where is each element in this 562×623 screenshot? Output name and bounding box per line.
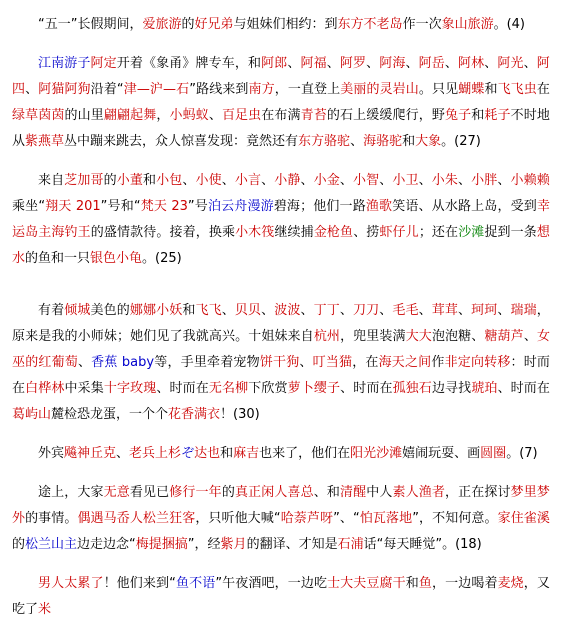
- text-segment: 瑞瑞: [510, 303, 537, 318]
- text-segment: 继续捕: [274, 225, 314, 240]
- text-segment: 江南游子: [38, 56, 91, 71]
- text-segment: 十字玫瑰: [103, 381, 157, 396]
- text-segment: 东方骆驼: [298, 134, 351, 149]
- text-segment: 金枪鱼: [313, 225, 354, 240]
- text-segment: 小静: [274, 173, 301, 188]
- text-segment: 梦里梦外: [12, 485, 550, 526]
- text-segment: 南方: [248, 82, 275, 97]
- text-segment: 、: [326, 56, 340, 71]
- paragraph-6: [12, 480, 550, 558]
- text-segment: 、捞: [353, 225, 380, 240]
- text-segment: ，在: [352, 355, 379, 370]
- text-segment: 小胖: [471, 173, 498, 188]
- text-segment: 阿狗: [64, 82, 91, 97]
- text-segment: 美色的: [90, 303, 130, 318]
- text-segment: 边寻找: [431, 381, 472, 396]
- text-segment: 虾仔儿: [379, 225, 419, 240]
- text-segment: ”，不知何意。: [412, 511, 498, 526]
- text-segment: 女巫的红葡萄: [12, 329, 550, 370]
- text-segment: 爱旅游: [142, 17, 182, 32]
- text-segment: 阿光: [497, 56, 524, 71]
- text-segment: 阿猫: [38, 82, 65, 97]
- text-segment: ”、“: [333, 511, 360, 526]
- text-segment: 小金: [313, 173, 340, 188]
- text-segment: 、: [339, 173, 353, 188]
- text-segment: 与姐妹们相约：到: [233, 17, 338, 32]
- text-segment: 阿定: [90, 56, 117, 71]
- paragraph-2: [12, 51, 550, 155]
- text-segment: 下欣赏: [248, 381, 288, 396]
- text-segment: 、: [405, 56, 419, 71]
- text-segment: 琥珀: [471, 381, 498, 396]
- text-segment: 话“每天睡觉”。(18): [363, 537, 482, 552]
- text-segment: 飞飞: [195, 303, 222, 318]
- text-segment: 的: [103, 173, 117, 188]
- text-segment: 、: [261, 303, 275, 318]
- text-segment: 茸茸: [431, 303, 458, 318]
- text-segment: 贝贝: [234, 303, 262, 318]
- text-segment: 、: [116, 446, 130, 461]
- text-segment: 作一次: [402, 17, 442, 32]
- text-segment: 翔天 201: [45, 199, 101, 214]
- text-segment: 、: [379, 303, 393, 318]
- text-segment: ，又吃了: [12, 576, 550, 617]
- text-segment: ，一边喝着: [432, 576, 498, 591]
- text-segment: 、: [418, 173, 432, 188]
- text-segment: 的鱼和一只: [25, 251, 91, 266]
- text-segment: 和: [471, 108, 485, 123]
- text-segment: 兔子: [444, 108, 472, 123]
- text-segment: 花香满衣: [168, 407, 221, 422]
- text-segment: 刀刀: [353, 303, 380, 318]
- text-segment: 渔歌: [365, 199, 393, 214]
- text-segment: 美丽的灵岩山: [340, 82, 419, 97]
- text-segment: 杭州: [313, 329, 341, 344]
- text-segment: 家住雀溪: [497, 511, 550, 526]
- text-segment: 、: [299, 355, 313, 370]
- text-segment: 途上，大家: [38, 485, 104, 500]
- text-segment: 象山旅游: [441, 17, 494, 32]
- text-segment: 小包: [156, 173, 183, 188]
- text-segment: 、: [350, 134, 364, 149]
- text-segment: 东方不老岛: [337, 17, 403, 32]
- text-segment: 阿罗: [339, 56, 367, 71]
- text-segment: 津—沪—石: [123, 82, 190, 97]
- text-segment: 沿着“: [90, 82, 124, 97]
- text-segment: 男人太累了: [38, 576, 104, 591]
- text-segment: 的事情。: [25, 511, 78, 526]
- text-segment: 士大夫豆腐干: [327, 576, 406, 591]
- text-segment: 中采集: [64, 381, 104, 396]
- text-segment: 青苔: [300, 108, 327, 123]
- text-segment: 、: [366, 56, 380, 71]
- text-segment: 、: [287, 56, 301, 71]
- text-segment: 萝卜缨子: [287, 381, 341, 396]
- text-segment: 阿岳: [418, 56, 445, 71]
- paragraph-3: [12, 168, 550, 272]
- text-segment: ！他们来到“: [103, 576, 176, 591]
- text-segment: 紫燕草: [25, 134, 65, 149]
- text-segment: 。(7): [506, 446, 538, 461]
- text-segment: 、: [339, 303, 353, 318]
- text-segment: 无意: [103, 485, 130, 500]
- text-segment: 、: [458, 173, 472, 188]
- text-segment: 娜娜小妖: [129, 303, 183, 318]
- text-segment: 白桦林: [25, 381, 65, 396]
- text-segment: ”，经: [187, 537, 221, 552]
- text-segment: 蝴蝶: [458, 82, 485, 97]
- text-segment: 麓检恐龙蛋，一个个: [51, 407, 169, 422]
- text-segment: 真正闲人喜总: [234, 485, 314, 500]
- text-segment: 叮当猫: [312, 355, 353, 370]
- text-segment: 清醒: [339, 485, 367, 500]
- text-segment: 、: [523, 329, 537, 344]
- text-segment: 老兵上杉: [129, 446, 182, 461]
- text-segment: 和: [182, 303, 196, 318]
- text-segment: ，原来是我的小师妹；她们见了我就高兴。十姐妹来自: [12, 303, 550, 344]
- text-segment: 海骆驼: [363, 134, 403, 149]
- text-segment: 等，手里牵着宠物: [154, 355, 260, 370]
- text-segment: 幸运岛主海钓王: [12, 199, 550, 240]
- text-segment: 外宾: [38, 446, 65, 461]
- paragraph-4: [12, 298, 550, 428]
- text-segment: 、: [523, 56, 537, 71]
- text-segment: 大大: [405, 329, 432, 344]
- text-segment: 。只见: [418, 82, 459, 97]
- text-segment: 紫月: [220, 537, 247, 552]
- text-segment: 大象: [415, 134, 442, 149]
- text-segment: 非定向转移: [444, 355, 511, 370]
- text-segment: 的: [221, 485, 235, 500]
- text-segment: 。(25): [142, 251, 182, 266]
- text-segment: 绿草茵茵: [12, 108, 65, 123]
- text-segment: 丁丁: [313, 303, 340, 318]
- text-segment: 香蕉 baby: [91, 355, 155, 370]
- text-segment: 、: [25, 82, 39, 97]
- text-segment: 石浦: [337, 537, 364, 552]
- text-segment: 、: [300, 303, 314, 318]
- text-segment: 、时而在: [497, 381, 550, 396]
- paragraph-1: [12, 12, 550, 38]
- text-segment: 碧海；他们一路: [273, 199, 366, 214]
- text-segment: 和: [405, 576, 419, 591]
- text-segment: 飚神丘克: [64, 446, 117, 461]
- text-segment: ，兜里装满: [340, 329, 406, 344]
- text-segment: 阿海: [379, 56, 406, 71]
- text-segment: 素人渔者: [392, 485, 446, 500]
- text-segment: 米: [38, 602, 52, 617]
- text-segment: 海天之间: [378, 355, 432, 370]
- text-segment: 嬉闹玩耍、画: [402, 446, 481, 461]
- text-segment: 小木筏: [235, 225, 275, 240]
- text-segment: 的石上缓缓爬行，野: [326, 108, 445, 123]
- text-segment: 、: [208, 108, 222, 123]
- text-segment: 开着《象甬》牌专车，和: [116, 56, 262, 71]
- text-segment: 和: [143, 173, 157, 188]
- text-segment: 看见已: [129, 485, 170, 500]
- text-segment: 修行一年: [169, 485, 222, 500]
- text-segment: 哈萘芦呀: [280, 511, 334, 526]
- text-segment: 和: [220, 446, 234, 461]
- text-segment: 圆圈: [480, 446, 507, 461]
- text-segment: 的翻译、才知是: [246, 537, 338, 552]
- text-segment: 边走边念“: [77, 537, 136, 552]
- text-segment: 中人: [366, 485, 393, 500]
- paragraph-5: [12, 441, 550, 467]
- text-segment: 、时而在: [156, 381, 209, 396]
- text-segment: 也来了，他们在: [259, 446, 351, 461]
- text-segment: 珂珂: [471, 303, 498, 318]
- text-segment: 小赖赖: [510, 173, 550, 188]
- text-segment: ；还在: [418, 225, 459, 240]
- text-segment: 、: [182, 173, 196, 188]
- text-segment: 芝加哥: [64, 173, 104, 188]
- text-segment: 、: [221, 173, 235, 188]
- text-segment: 倾城: [64, 303, 91, 318]
- text-segment: 、和: [313, 485, 340, 500]
- text-segment: 想水: [12, 225, 550, 266]
- text-segment: 、: [221, 303, 235, 318]
- text-segment: 、: [261, 173, 275, 188]
- text-segment: ぞ: [181, 446, 195, 461]
- text-segment: 偶遇马岙人松兰狂客: [77, 511, 196, 526]
- text-segment: 小董: [116, 173, 143, 188]
- text-segment: 毛毛: [392, 303, 419, 318]
- text-segment: ”路线来到: [189, 82, 249, 97]
- text-segment: 梅提捆搞: [135, 537, 188, 552]
- text-segment: ”号和“: [100, 199, 141, 214]
- text-segment: 乘坐“: [12, 199, 46, 214]
- text-segment: 阿福: [300, 56, 327, 71]
- text-segment: 小使: [195, 173, 222, 188]
- text-segment: 阿林: [458, 56, 485, 71]
- text-segment: 、时而在: [340, 381, 393, 396]
- text-segment: 和: [484, 82, 498, 97]
- text-segment: 梵天 23: [140, 199, 188, 214]
- text-segment: 糖葫芦: [484, 329, 524, 344]
- paragraph-7: [12, 571, 550, 623]
- text-segment: 小卫: [392, 173, 419, 188]
- text-segment: 松兰山主: [25, 537, 78, 552]
- text-segment: ”午夜酒吧，一边吃: [215, 576, 328, 591]
- text-segment: 麻吉: [233, 446, 260, 461]
- text-segment: 百足虫: [221, 108, 262, 123]
- text-segment: 捉到一条: [484, 225, 537, 240]
- text-segment: 孤独石: [392, 381, 432, 396]
- text-segment: 、: [77, 355, 92, 370]
- text-segment: 无名柳: [208, 381, 249, 396]
- text-segment: 怕瓦落地: [359, 511, 413, 526]
- text-segment: 翩翩起舞: [103, 108, 157, 123]
- text-segment: 来自: [38, 173, 65, 188]
- text-segment: 葛屿山: [12, 407, 52, 422]
- text-segment: 有着: [38, 303, 65, 318]
- text-segment: ！(30): [220, 407, 260, 422]
- text-segment: “五一”长假期间，: [38, 17, 143, 32]
- text-segment: 丛中蹦来跳去，众人惊喜发现：竟然还有: [64, 134, 299, 149]
- text-segment: ，只听他大喊“: [195, 511, 281, 526]
- text-segment: 的山里: [64, 108, 104, 123]
- text-segment: 阿郎: [261, 56, 288, 71]
- text-segment: ，正在探讨: [445, 485, 511, 500]
- text-segment: 、: [497, 303, 511, 318]
- text-segment: 、: [484, 56, 498, 71]
- text-segment: 。(4): [493, 17, 526, 32]
- text-segment: 鱼: [418, 576, 432, 591]
- text-segment: 的: [181, 17, 195, 32]
- text-segment: 、: [300, 173, 314, 188]
- text-segment: 小言: [234, 173, 262, 188]
- text-segment: 笑语、从水路上岛，受到: [392, 199, 537, 214]
- text-segment: 耗子: [484, 108, 511, 123]
- text-segment: 作: [431, 355, 445, 370]
- text-segment: 飞飞虫: [497, 82, 537, 97]
- text-segment: 、: [497, 173, 511, 188]
- text-segment: 、: [379, 173, 393, 188]
- text-segment: 达也: [194, 446, 221, 461]
- text-segment: 阿四: [12, 56, 550, 97]
- text-segment: 小蚂蚁: [169, 108, 209, 123]
- text-segment: 鱼不语: [175, 576, 216, 591]
- text-segment: 的盛情款待。接着，换乘: [90, 225, 236, 240]
- text-segment: 的: [12, 537, 26, 552]
- text-segment: 麦烧: [497, 576, 524, 591]
- text-segment: 阳光沙滩: [350, 446, 403, 461]
- text-segment: 泡泡糖、: [431, 329, 485, 344]
- text-segment: ”号: [187, 199, 208, 214]
- text-segment: 不时地从: [12, 108, 550, 149]
- text-segment: 在布满: [261, 108, 301, 123]
- text-segment: 银色小龟: [90, 251, 143, 266]
- text-segment: 、: [458, 303, 472, 318]
- text-segment: 和: [402, 134, 416, 149]
- text-segment: 波波: [274, 303, 301, 318]
- text-segment: 小智: [353, 173, 380, 188]
- text-segment: 好兄弟: [194, 17, 234, 32]
- text-segment: ，一直登上: [274, 82, 341, 97]
- text-segment: 、: [418, 303, 432, 318]
- text-segment: 在: [536, 82, 550, 97]
- text-segment: 。(27): [441, 134, 481, 149]
- text-segment: 饼干狗: [259, 355, 300, 370]
- text-segment: 泊云舟漫游: [207, 199, 274, 214]
- text-segment: 小朱: [431, 173, 458, 188]
- text-segment: ：时而在: [12, 355, 550, 396]
- text-segment: 沙滩: [458, 225, 485, 240]
- text-segment: ，: [156, 108, 170, 123]
- text-segment: 、: [444, 56, 458, 71]
